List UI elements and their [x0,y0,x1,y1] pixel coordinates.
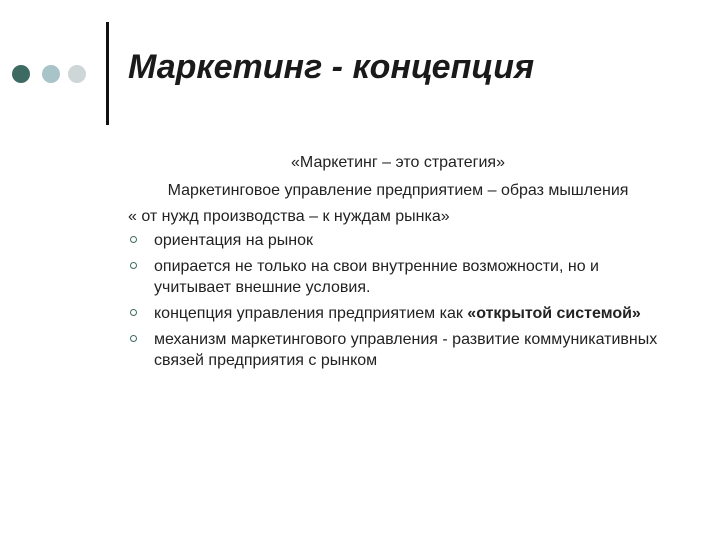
dot-dark-icon [12,65,30,83]
circle-bullet-icon [130,335,137,342]
circle-bullet-icon [130,262,137,269]
dot-mid-icon [42,65,60,83]
bullet-emphasis: «открытой системой» [467,305,641,322]
circle-bullet-icon [130,236,137,243]
bullet-list [128,230,668,371]
title-divider [106,22,109,125]
bullet-text: механизм маркетингового управления - развитие коммуникативных связей предприятия с рынком [154,331,658,369]
management-line: Маркетинговое управление предприятием – образ мышления [167,182,629,199]
bullet-text: опирается не только на свои внутренние возможности, но и учитывает внешние условия. [154,258,599,296]
strategy-line: «Маркетинг – это стратегия» [291,154,505,171]
bullet-text: концепция управления предприятием как [154,305,468,322]
decorative-dots [12,65,96,83]
bullet-text: ориентация на рынок [154,232,314,249]
circle-bullet-icon [130,309,137,316]
slide-title: Маркетинг - концепция [128,48,535,86]
lead-line: « от нужд производства – к нуждам рынка» [128,208,450,225]
bullet-item [128,329,668,371]
bullet-item [128,256,668,298]
bullet-item [128,230,668,251]
dot-light-icon [68,65,86,83]
bullet-item [128,303,668,324]
slide-body [128,152,668,376]
